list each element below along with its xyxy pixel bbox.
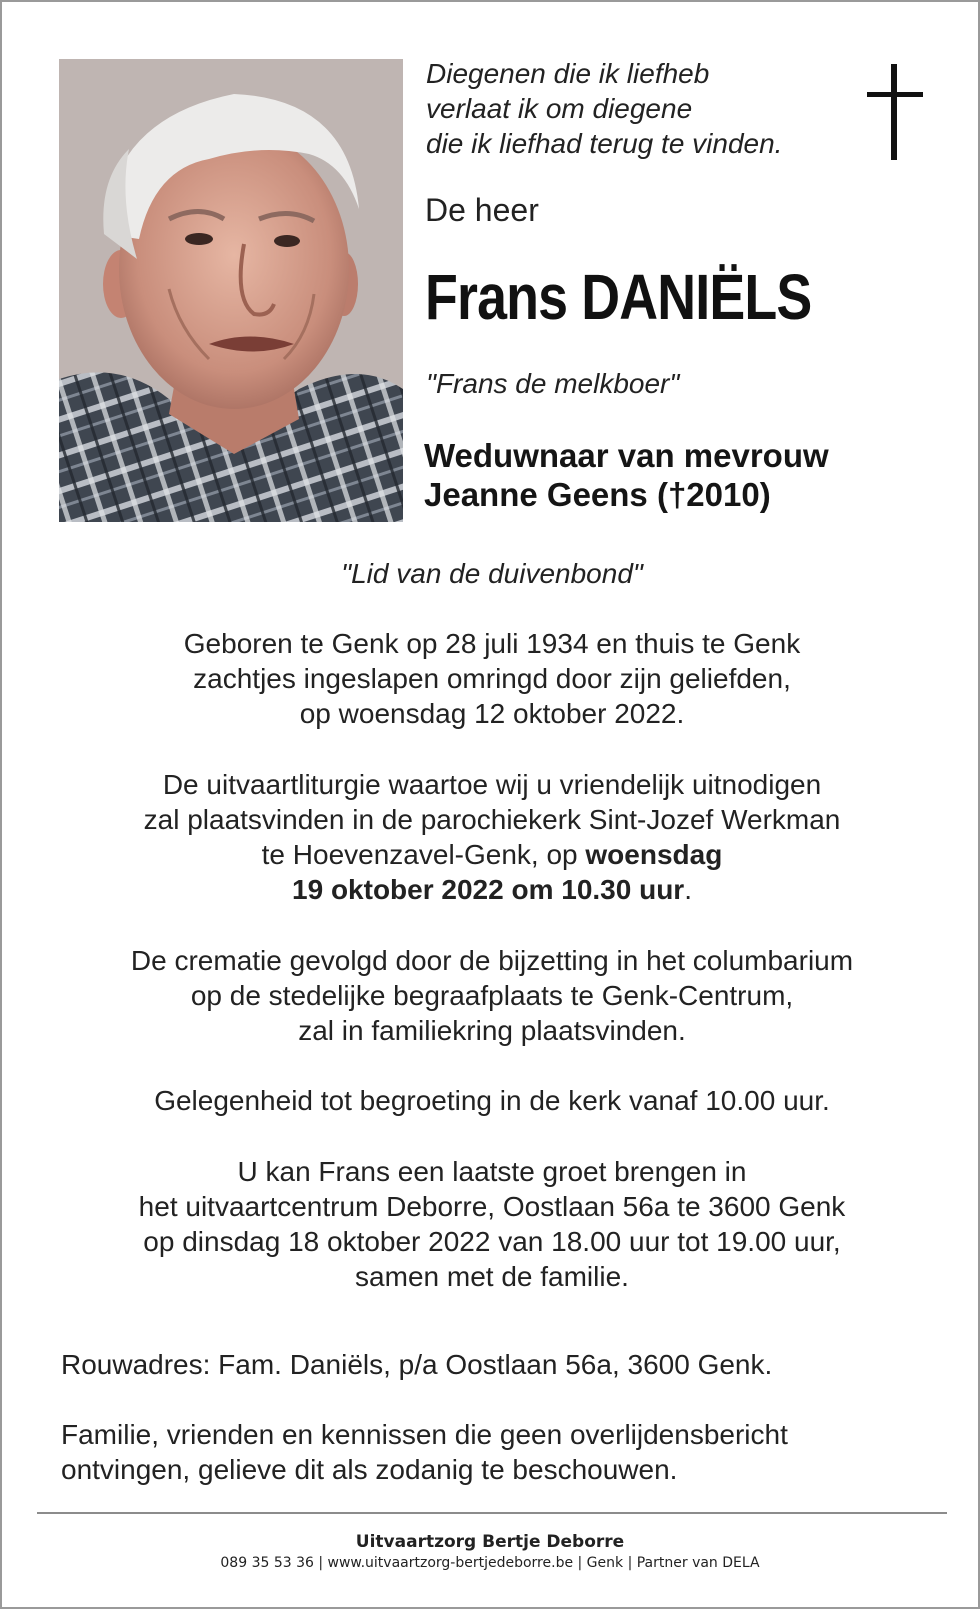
paragraph-line: op dinsdag 18 oktober 2022 van 18.00 uur tot 19.00 uur, [143,1226,841,1257]
paragraph-line: zachtjes ingeslapen omringd door zijn geliefden, [193,663,791,694]
paragraph-line: op de stedelijke begraafplaats te Genk-Centrum, [190,980,794,1011]
deceased-name: Frans DANIËLS [425,261,812,333]
poem-line: Diegenen die ik liefheb [426,58,710,89]
paragraph-line: De crematie gevolgd door de bijzetting in het columbarium [130,945,854,976]
title-prefix: De heer [425,192,539,228]
paragraph-line [42,872,942,907]
funeral-place: te Hoevenzavel-Genk, op [261,839,586,870]
address-text: Rouwadres: Fam. Daniëls, p/a Oostlaan 56a, 3600 Genk. [61,1349,773,1380]
paragraph-line: U kan Frans een laatste groet brengen in [237,1156,747,1187]
mourning-address [61,1347,941,1382]
funeral-company: Uitvaartzorg Bertje Deborre [355,1532,625,1552]
widower-line: Jeanne Geens (†2010) [424,476,771,513]
poem [426,56,846,161]
paragraph-line: het uitvaartcentrum Deborre, Oostlaan 56a te 3600 Genk [138,1191,846,1222]
nickname: "Frans de melkboer" [426,368,680,399]
poem-line: verlaat ik om diegene [426,93,693,124]
footer-divider [37,1512,947,1514]
funeral-paragraph [42,767,942,907]
membership-text: "Lid van de duivenbond" [341,558,643,589]
paragraph-line: De uitvaartliturgie waartoe wij u vriendelijk uitnodigen [162,769,822,800]
portrait-illustration [59,59,403,522]
membership [42,556,942,591]
paragraph-line: op woensdag 12 oktober 2022. [299,698,685,729]
notice-paragraph [61,1417,941,1487]
cremation-paragraph [42,943,942,1048]
paragraph-line: ontvingen, gelieve dit als zodanig te beschouwen. [61,1454,678,1485]
company-contact: 089 35 53 36 | www.uitvaartzorg-bertjedeborre.be | Genk | Partner van DELA [220,1555,760,1571]
portrait-photo [59,59,403,522]
paragraph-line: zal plaatsvinden in de parochiekerk Sint-Jozef Werkman [143,804,841,835]
cross-icon [867,64,923,160]
paragraph-line: Geboren te Genk op 28 juli 1934 en thuis te Genk [183,628,801,659]
greeting-paragraph [42,1083,942,1118]
widower-info [424,436,829,514]
widower-line: Weduwnaar van mevrouw [424,437,829,474]
paragraph-line: Gelegenheid tot begroeting in de kerk vanaf 10.00 uur. [154,1085,830,1116]
visit-paragraph [42,1154,942,1294]
funeral-day: woensdag [585,839,723,870]
paragraph-line: Familie, vrienden en kennissen die geen overlijdensbericht [61,1419,788,1450]
paragraph-line: samen met de familie. [355,1261,629,1292]
punctuation: . [684,874,692,905]
funeral-datetime: 19 oktober 2022 om 10.30 uur [292,874,685,905]
birth-death-paragraph [42,626,942,731]
poem-line: die ik liefhad terug te vinden. [426,128,783,159]
paragraph-line [42,837,942,872]
paragraph-line: zal in familiekring plaatsvinden. [298,1015,686,1046]
